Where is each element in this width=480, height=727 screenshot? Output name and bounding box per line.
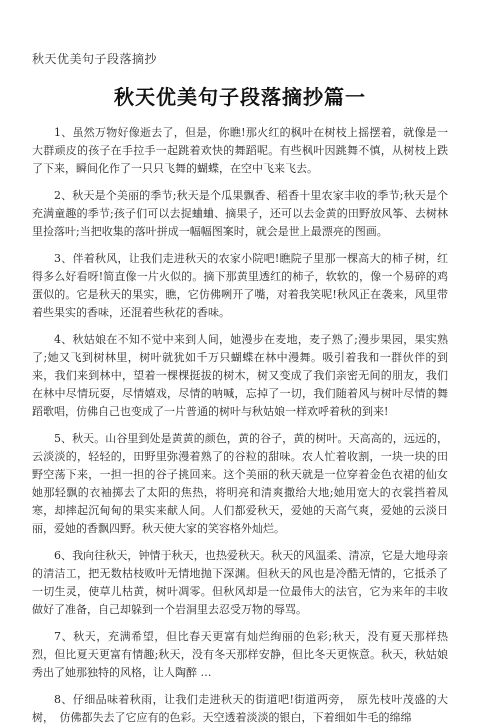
paragraph: 6、我向往秋天，钟情于秋天，也热爱秋天。秋天的风温柔、清凉，它是大地母亲的清洁工，把无数枯枝败叶无情地抛下深渊。但秋天的风也是冷酷无情的，它抵杀了一切生灵，使草儿枯黄，树叶凋零。但秋风却是一位最伟大的法官，它为来年的丰收做好了准备，自己却躲到一个岩洞里去忍受万物的辱骂。: [32, 549, 448, 616]
running-header: 秋天优美句子段落摘抄: [32, 52, 158, 66]
paragraph: 3、伴着秋风，让我们走进秋天的农家小院吧!瞧院子里那一棵高大的柿子树，红得多么好看呀!简直像一片火似的。摘下那黄里透红的柿子，软软的，像一个易碎的鸡蛋似的。它是秋天的果实，瞧，它仿佛咧开了嘴，对着我笑呢!秋风正在袭来，风里带着些果实的香味，还混着些秋花的香味。: [32, 252, 448, 319]
paragraph: 4、秋姑娘在不知不觉中来到人间，她漫步在麦地，麦子熟了;漫步果园，果实熟了;她又飞到树林里，树叶就犹如千万只蝴蝶在林中漫舞。吸引着我和一群伙伴的到来，我们来到林中，望着一棵棵挺拔的树木，树又变成了我们亲密无间的朋友，我们在林中尽情玩耍，尽情嬉戏，尽情的呐喊，忘掉了一切，我们随着风与树叶尽情的舞蹈歌唱，仿佛自己也变成了一片普通的树叶与秋姑娘一样欢呼着秋的到来!: [32, 333, 448, 418]
paragraph: 7、秋天，充满希望，但比春天更富有灿烂绚丽的色彩;秋天，没有夏天那样热烈，但比夏天更富有情趣;秋天，没有冬天那样安静，但比冬天更恢意。秋天，秋姑娘秀出了她那独特的风格，让人陶醉 …: [32, 630, 448, 679]
paragraph: 1、虽然万物好像逝去了，但是，你瞧!那火红的枫叶在树枝上摇摆着，就像是一大群顽皮的孩子在手拉手一起跳着欢快的舞蹈呢。有些枫叶因跳舞不慎，从树枝上跌了下来，瞬间化作了一只只飞舞的蝴蝶，在空中飞来飞去。: [32, 126, 448, 175]
paragraph-list: [32, 124, 459, 727]
paragraph: 2、秋天是个美丽的季节;秋天是个瓜果飘香、稻香十里农家丰收的季节;秋天是个充满童趣的季节;孩子们可以去捉蛐蛐、摘果子，还可以去金黄的田野放风筝、去树林里捡落叶;当把收集的落叶拼成一幅幅图案时，就会是世上最漂亮的图画。: [32, 189, 448, 238]
paragraph: 5、秋天。山谷里到处是黄黄的颜色，黄的谷子，黄的树叶。天高高的，远远的，云淡淡的，轻轻的，田野里弥漫着熟了的谷粒的甜味。农人忙着收割，一块一块的田野空荡下来，一担一担的谷子挑回来。这个美丽的秋天就是一位穿着金色衣裙的仙女她那轻飘的衣袖掷去了太阳的焦热，将明亮和清爽撒给大地;她用宽大的衣裳挡着凤寒，却摔起沉甸甸的果实来献人间。人们都爱秋天，爱她的天高气爽，爱她的云淡日丽，爱她的香飘四野。秋天使大家的笑容格外灿烂。: [32, 432, 448, 535]
paragraph: 8、仔细品味着秋雨，让我们走进秋天的街道吧!街道两旁， 原先枝叶茂盛的大 树， 仿佛都失去了它应有的色彩。天空透着淡淡的银白，下着细如牛毛的绵绵: [32, 693, 459, 724]
document-title: 秋天优美句子段落摘抄篇一: [114, 85, 366, 109]
